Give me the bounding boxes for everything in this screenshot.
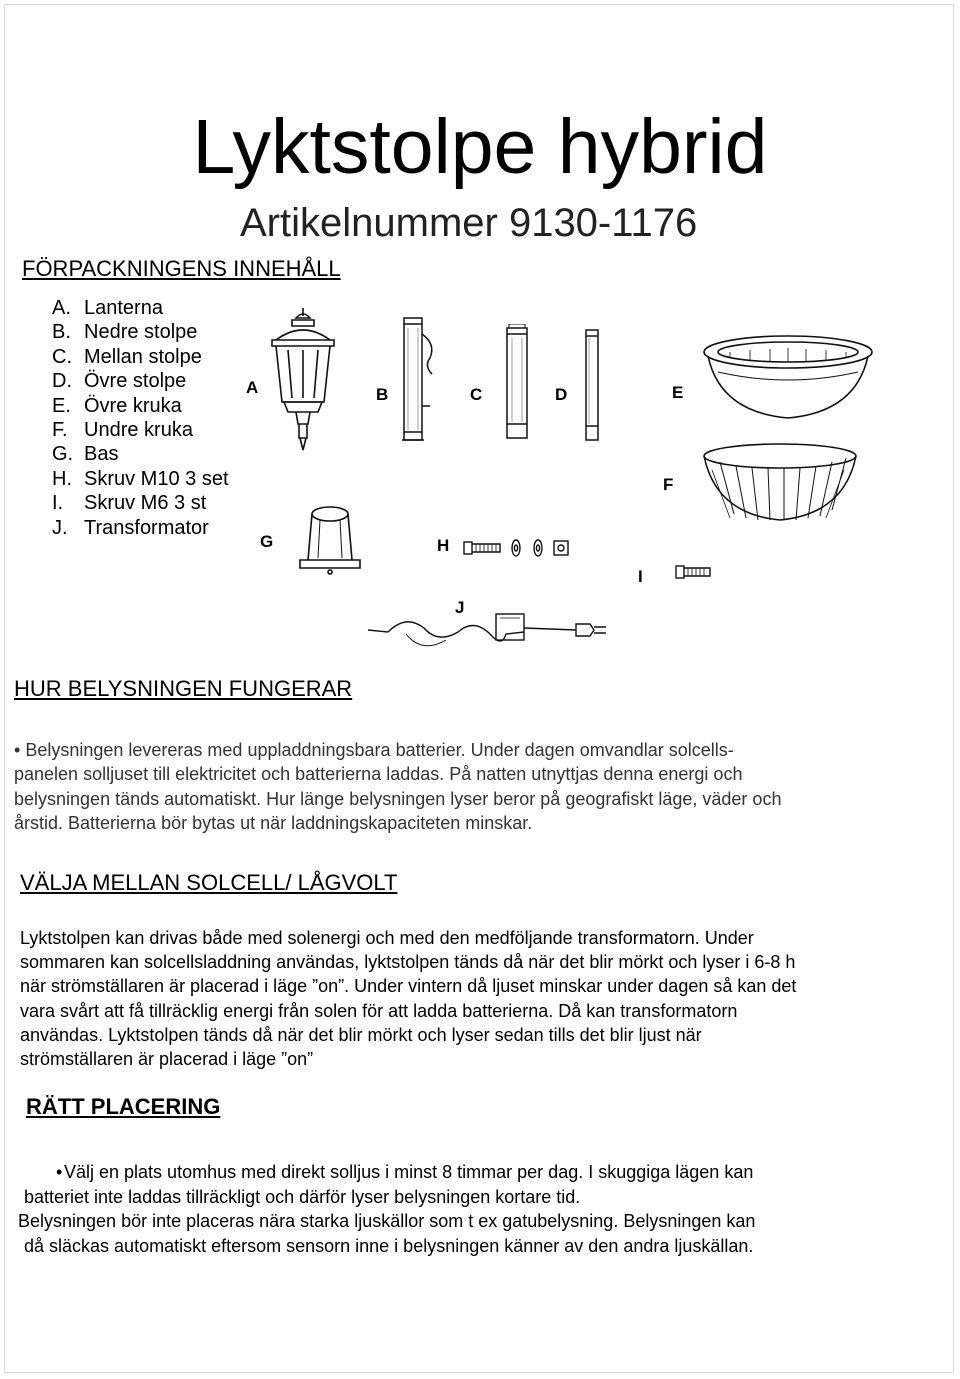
figure-label-d: D <box>555 385 568 404</box>
text-line: årstid. Batterierna bör bytas ut när laddningskapaciteten minskar. <box>14 812 533 833</box>
middle-post-illustration <box>500 324 534 444</box>
list-item: I. Skruv M6 3 st <box>52 492 207 515</box>
text-line: Lyktstolpen kan drivas både med solenergi och med den medföljande transformatorn. Under <box>20 928 754 948</box>
text-line: panelen solljuset till elektricitet och batterierna laddas. På natten utnyttjas denna energi och <box>14 764 743 785</box>
placement-text <box>18 1160 924 1258</box>
lower-post-illustration <box>396 314 440 446</box>
document-title: Lyktstolpe hybrid <box>192 104 768 190</box>
list-item: A. Lanterna <box>52 297 163 319</box>
figure-label-j: J <box>455 598 465 617</box>
list-item: E. Övre kruka <box>52 394 182 417</box>
list-item: F. Undre kruka <box>52 419 193 442</box>
text-line: då släckas automatiskt eftersom sensorn inne i belysningen känner av den andra ljuskällan. <box>24 1235 754 1256</box>
screw-m6-illustration <box>674 563 714 581</box>
figure-label-g: G <box>260 532 274 551</box>
figure-label-f: F <box>663 475 674 494</box>
figure-label-h: H <box>437 536 450 555</box>
figure-label-c: C <box>470 385 483 404</box>
power-choice-text <box>20 926 940 1071</box>
text-line: belysningen tänds automatiskt. Hur länge belysningen lyser beror på geografiskt läge, väder och <box>14 788 782 809</box>
list-item: B. Nedre stolpe <box>52 321 198 344</box>
upper-pot-illustration <box>700 332 876 424</box>
package-contents-heading: FÖRPACKNINGENS INNEHÅLL <box>22 256 341 281</box>
list-item: G. Bas <box>52 443 119 466</box>
list-item: J. Transformator <box>52 516 209 539</box>
how-it-works-heading: HUR BELYSNINGEN FUNGERAR <box>14 676 353 701</box>
text-line: användas. Lyktstolpen tänds då när det blir mörkt och lyser sedan tills det blir ljust när <box>20 1024 702 1045</box>
text-line: sommaren kan solcellsladdning användas, lyktstolpen tänds då när det blir mörkt och lyser i 6-8 h <box>20 952 796 973</box>
parts-list <box>52 296 229 540</box>
text-line: vara svårt att få tillräcklig energi från solen för att ladda batterierna. Då kan transformatorn <box>20 1000 738 1021</box>
article-number: Artikelnummer 9130-1176 <box>240 201 698 245</box>
lantern-illustration <box>262 306 344 454</box>
transformer-illustration <box>366 604 616 660</box>
figure-label-a: A <box>246 378 259 397</box>
text-line: Belysningen bör inte placeras nära starka ljuskällor som t ex gatubelysning. Belysningen kan <box>18 1211 756 1231</box>
list-item: D. Övre stolpe <box>52 370 187 393</box>
bullet: • <box>14 740 21 760</box>
lower-pot-illustration <box>700 440 860 524</box>
text-line: •Välj en plats utomhus med direkt solljus i minst 8 timmar per dag. I skuggiga lägen kan <box>24 1160 924 1185</box>
text-line: strömställaren är placerad i läge ”on” <box>20 1049 314 1070</box>
text-line: när strömställaren är placerad i läge ”on”. Under vintern då ljuset minskar under dagen så kan det <box>20 976 797 997</box>
list-item: C. Mellan stolpe <box>52 345 202 368</box>
base-illustration <box>296 504 364 576</box>
figure-label-b: B <box>376 385 389 404</box>
text-line: • Belysningen levereras med uppladdningsbara batterier. Under dagen omvandlar solcells- <box>14 740 734 760</box>
upper-post-illustration <box>580 326 604 444</box>
figure-label-e: E <box>672 383 684 402</box>
power-choice-heading: VÄLJA MELLAN SOLCELL/ LÅGVOLT <box>20 870 398 895</box>
placement-heading: RÄTT PLACERING <box>26 1094 221 1119</box>
text-line: batteriet inte laddas tillräckligt och därför lyser belysningen kortare tid. <box>24 1186 581 1207</box>
screw-m10-set-illustration <box>462 538 574 558</box>
how-it-works-text <box>14 738 934 835</box>
figure-label-i: I <box>638 567 643 586</box>
list-item: H. Skruv M10 3 set <box>52 467 229 490</box>
bullet: • <box>56 1162 63 1182</box>
